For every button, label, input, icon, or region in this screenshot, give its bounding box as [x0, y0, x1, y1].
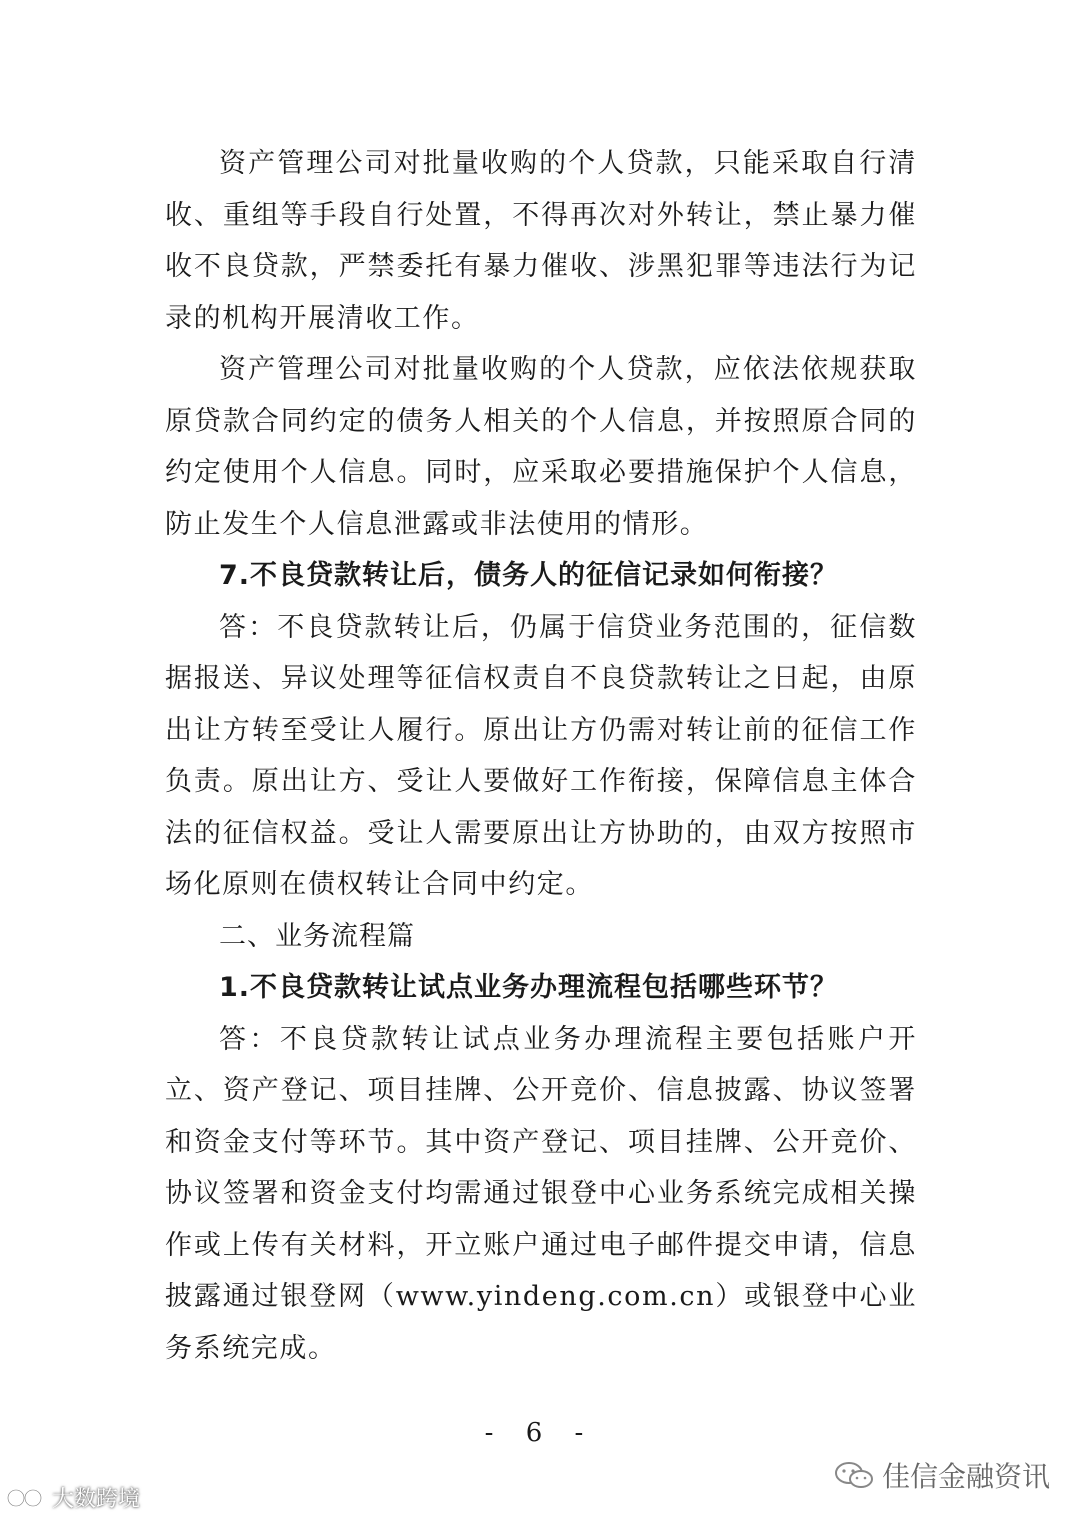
document-body	[165, 138, 917, 1374]
section-title: 二、业务流程篇	[219, 920, 415, 952]
watermark-left-text: 大数跨境	[52, 1487, 141, 1512]
watermark-right-text: 佳信金融资讯	[881, 1460, 1050, 1493]
answer-1: 答：不良贷款转让试点业务办理流程主要包括账户开立、资产登记、项目挂牌、公开竞价、信息披露、协议签署和资金支付等环节。其中资产登记、项目挂牌、公开竞价、协议签署和资金支付均需通过银登中心业务系统完成相关操作或上传有关材料，开立账户通过电子邮件提交申请，信息披露通过银登网（www.yindeng.com.cn）或银登中心业务系统完成。	[165, 1023, 917, 1364]
watermark-right	[834, 1455, 1050, 1495]
page-number: - 6 -	[484, 1418, 596, 1448]
paragraph-2: 资产管理公司对批量收购的个人贷款，应依法依规获取原贷款合同约定的债务人相关的个人信息，并按照原合同的约定使用个人信息。同时，应采取必要措施保护个人信息，防止发生个人信息泄露或非法使用的情形。	[165, 354, 917, 540]
answer-7: 答：不良贷款转让后，仍属于信贷业务范围的，征信数据报送、异议处理等征信权责自不良贷款转让之日起，由原出让方转至受让人履行。原出让方仍需对转让前的征信工作负责。原出让方、受让人要做好工作衔接，保障信息主体合法的征信权益。受让人需要原出让方协助的，由双方按照市场化原则在债权转让合同中约定。	[165, 611, 917, 900]
question-1: 1.不良贷款转让试点业务办理流程包括哪些环节？	[219, 972, 839, 1003]
paragraph-1: 资产管理公司对批量收购的个人贷款，只能采取自行清收、重组等手段自行处置，不得再次对外转让，禁止暴力催收不良贷款，严禁委托有暴力催收、涉黑犯罪等违法行为记录的机构开展清收工作。	[165, 148, 917, 334]
wechat-icon	[834, 1460, 874, 1490]
question-7: 7.不良贷款转让后，债务人的征信记录如何衔接？	[219, 560, 839, 591]
watermark-left	[6, 1482, 140, 1513]
logo-icon	[6, 1485, 48, 1511]
